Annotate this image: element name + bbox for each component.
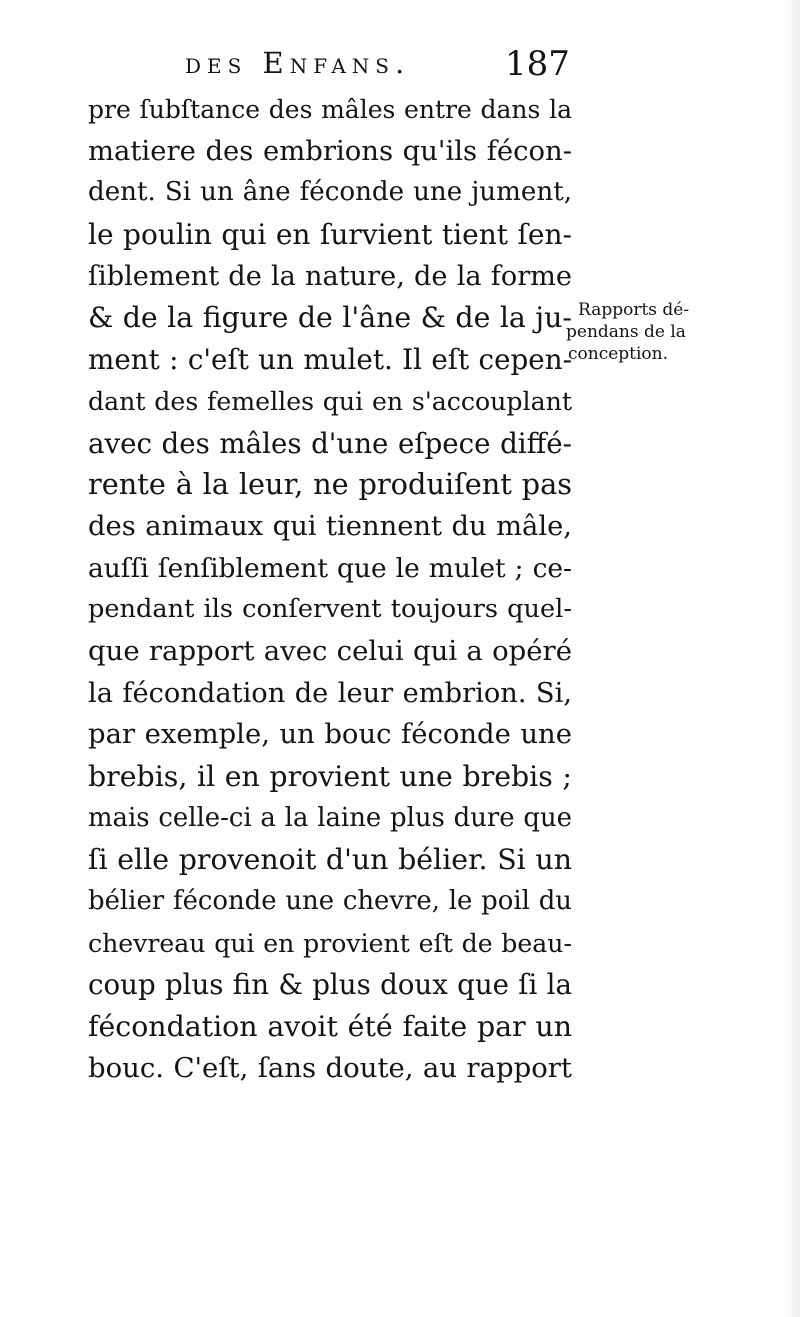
page-number: 187 xyxy=(505,44,570,84)
text-line: bouc. C'eſt, ſans doute, au rapport xyxy=(88,1051,572,1084)
running-head: des Enfans. xyxy=(185,46,411,80)
text-line: dant des femelles qui en s'accouplant xyxy=(88,386,572,416)
text-line: le poulin qui en ſurvient tient ſen- xyxy=(88,218,572,252)
text-line: pendant ils conſervent toujours quel- xyxy=(88,594,572,625)
text-line: brebis, il en provient une brebis ; xyxy=(88,760,572,793)
margin-note xyxy=(566,299,690,365)
margin-note-line: pendans de la xyxy=(566,322,686,342)
text-line: dent. Si un âne féconde une jument, xyxy=(88,177,572,208)
text-line: matiere des embrions qu'ils fécon- xyxy=(88,135,572,167)
text-line: des animaux qui tiennent du mâle, xyxy=(88,510,572,542)
text-line: rente à la leur, ne produiſent pas xyxy=(88,467,572,502)
text-line: ſiblement de la nature, de la forme xyxy=(88,260,572,292)
text-line: mais celle-ci a la laine plus dure que xyxy=(88,802,572,833)
text-line: que rapport avec celui qui a opéré xyxy=(88,634,572,667)
text-line: avec des mâles d'une eſpece diffé- xyxy=(88,426,572,460)
margin-note-line: Rapports dé- xyxy=(578,300,690,320)
text-line: chevreau qui en provient eſt de beau- xyxy=(88,928,572,958)
text-line: bélier féconde une chevre, le poil du xyxy=(88,886,572,917)
page-edge-shadow xyxy=(786,0,800,1317)
text-line: pre ſubſtance des mâles entre dans la xyxy=(88,95,572,124)
text-line: ment : c'eſt un mulet. Il eſt cepen- xyxy=(88,343,572,377)
text-line: coup plus fin & plus doux que ſi la xyxy=(88,968,572,1002)
text-line: auſſi ſenſiblement que le mulet ; ce- xyxy=(88,552,572,584)
page-header xyxy=(0,40,800,90)
text-line: fécondation avoit été faite par un xyxy=(88,1010,572,1044)
text-line: la fécondation de leur embrion. Si, xyxy=(88,677,572,709)
text-line: & de la figure de l'âne & de la ju- xyxy=(88,301,572,335)
text-line: ſi elle provenoit d'un bélier. Si un xyxy=(88,843,572,877)
margin-note-line: conception. xyxy=(568,344,669,364)
body-text xyxy=(88,89,572,1090)
text-line: par exemple, un bouc féconde une xyxy=(88,719,572,751)
